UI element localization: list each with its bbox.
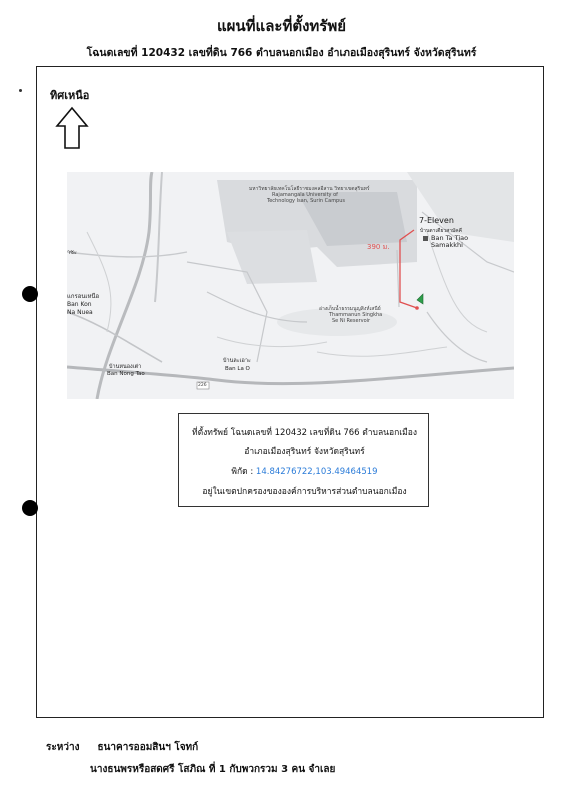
info-coordinate-line (179, 464, 430, 478)
map-label-nong-tao-en: Ban Nong Tao (107, 371, 145, 377)
north-arrow-icon (55, 106, 89, 150)
north-label: ทิศเหนือ (50, 89, 90, 102)
footer-defendant: นางธนพรหรือสดศรี โสภิณ ที่ 1 กับพวกรวม 3 คน จำเลย (90, 764, 336, 775)
punch-hole (22, 286, 38, 302)
location-map (67, 172, 514, 399)
map-label-kon-th: แกรอนเหนือ (67, 293, 100, 300)
coordinate-label: พิกัด : (231, 467, 254, 477)
scan-speck (19, 89, 22, 92)
map-label-left-edge: าชะ (67, 250, 77, 256)
map-label-reservoir-en1: Thammanun Singkha (329, 312, 383, 318)
info-jurisdiction-line: อยู่ในเขตปกครองขององค์การบริหารส่วนตำบลนอกเมือง (202, 487, 407, 497)
coordinate-value: 14.84276722,103.49464519 (255, 467, 378, 477)
footer-label: ระหว่าง (46, 742, 80, 753)
map-label-university-en2: Technology Isan, Surin Campus (267, 198, 346, 204)
info-district-line: อำเภอเมืองสุรินทร์ จังหวัดสุรินทร์ (244, 447, 365, 457)
map-label-reservoir-th: อ่างเก็บน้ำธรรมนูญสิงห์เสนีย์ (319, 306, 381, 312)
footer-parties-line (46, 740, 198, 755)
map-label-reservoir-en2: Se Ni Reservoir (332, 318, 371, 324)
map-label-ta-tiao-th: บ้านตาเตียวสามัคคี (420, 228, 462, 234)
page-title: แผนที่และที่ตั้งทรัพย์ (216, 17, 347, 35)
map-label-seven-eleven: 7-Eleven (419, 216, 454, 225)
map-label-ta-tiao-en2: Samakkhi (431, 241, 463, 249)
map-distance-label: 390 ม. (367, 243, 390, 251)
map-road-number: 226 (198, 383, 207, 388)
map-label-ta-tiao-en1: Ban Ta Tiao (431, 234, 469, 242)
page-subtitle: โฉนดเลขที่ 120432 เลขที่ดิน 766 ตำบลนอกเมือง อำเภอเมืองสุรินทร์ จังหวัดสุรินทร์ (86, 47, 477, 59)
map-label-la-o-en: Ban La O (225, 366, 250, 372)
map-label-kon-en2: Na Nuea (67, 309, 93, 316)
footer-plaintiff: ธนาคารออมสินฯ โจทก์ (97, 742, 199, 753)
map-label-university-th: มหาวิทยาลัยเทคโนโลยีราชมงคลอีสาน วิทยาเขตสุรินทร์ (249, 186, 370, 192)
punch-hole (22, 500, 38, 516)
map-label-university-en1: Rajamangala University of (272, 192, 338, 198)
property-info-box (178, 413, 429, 507)
info-deed-line: ที่ตั้งทรัพย์ โฉนดเลขที่ 120432 เลขที่ดิน 766 ตำบลนอกเมือง (191, 428, 417, 438)
map-label-kon-en1: Ban Kon (67, 301, 92, 308)
map-label-nong-tao-th: บ้านหนองเต่า (109, 364, 142, 370)
map-label-la-o-th: บ้านละเอาะ (223, 358, 251, 364)
